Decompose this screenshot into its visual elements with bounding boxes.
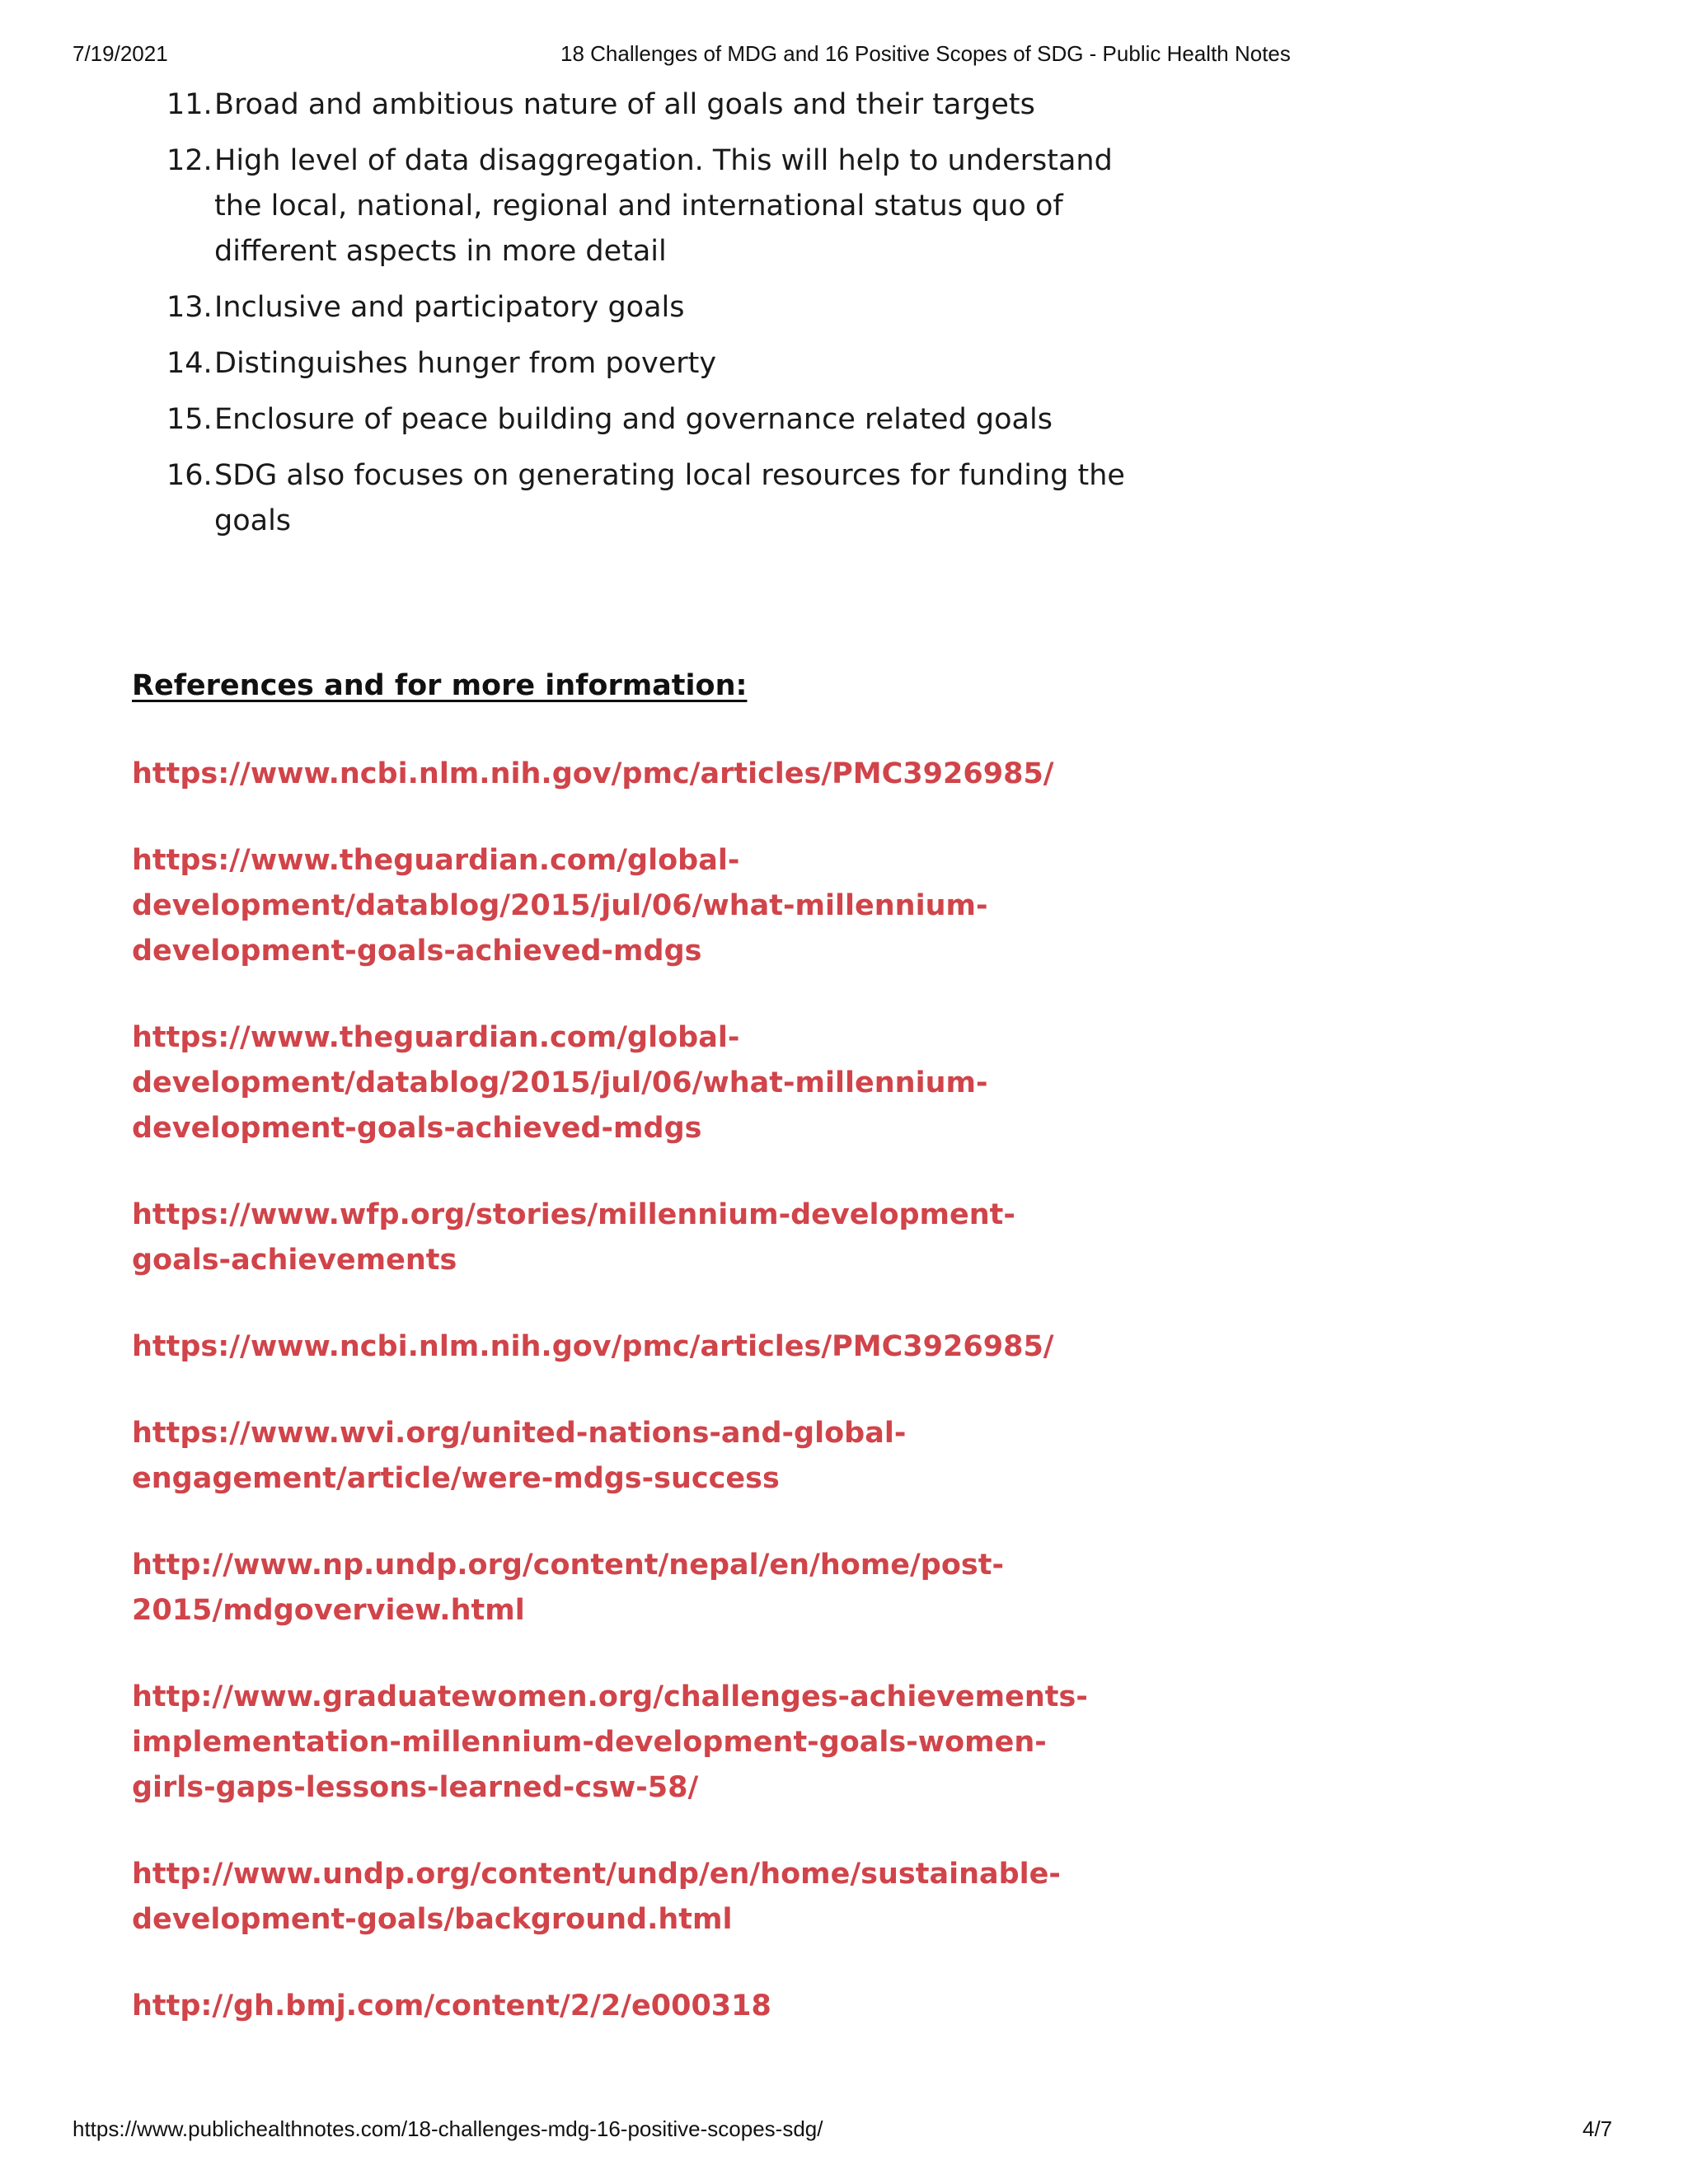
reference-link[interactable]: http://www.graduatewomen.org/challenges-achievements-implementation-millennium-development-goals-women-girls-gaps-lessons-learned-csw-58/ xyxy=(132,1680,1088,1804)
reference-link[interactable]: https://www.wfp.org/stories/millennium-development-goals-achievements xyxy=(132,1198,1015,1277)
references-heading: References and for more information: xyxy=(132,669,748,702)
list-item-number: 13. xyxy=(166,291,213,324)
reference-link[interactable]: https://www.ncbi.nlm.nih.gov/pmc/articles/PMC3926985/ xyxy=(132,757,1054,790)
list-item-text: Inclusive and participatory goals xyxy=(214,291,685,324)
list-item xyxy=(132,285,1129,330)
list-item xyxy=(132,397,1129,443)
reference-link[interactable]: https://www.ncbi.nlm.nih.gov/pmc/articles/PMC3926985/ xyxy=(132,1330,1054,1363)
list-item xyxy=(132,138,1129,274)
list-item-number: 12. xyxy=(166,144,213,177)
reference-link[interactable]: https://www.theguardian.com/global-development/datablog/2015/jul/06/what-millennium-development-goals-achieved-mdgs xyxy=(132,1021,988,1145)
page-url: https://www.publichealthnotes.com/18-challenges-mdg-16-positive-scopes-sdg/ xyxy=(73,2116,823,2141)
reference-link[interactable]: http://www.np.undp.org/content/nepal/en/home/post-2015/mdgoverview.html xyxy=(132,1549,1004,1627)
reference-link[interactable]: https://www.theguardian.com/global-development/datablog/2015/jul/06/what-millennium-development-goals-achieved-mdgs xyxy=(132,844,988,968)
list-item-text: Broad and ambitious nature of all goals and their targets xyxy=(214,88,1035,121)
sdg-scopes-list xyxy=(132,82,1125,544)
list-item-number: 11. xyxy=(166,88,213,121)
list-item-text: High level of data disaggregation. This will help to understand the local, national, regional and international status quo of different aspects in more detail xyxy=(214,144,1113,268)
list-item-text: Distinguishes hunger from poverty xyxy=(214,347,717,380)
print-header xyxy=(0,41,1688,71)
list-item xyxy=(132,82,1129,128)
article-content xyxy=(132,82,1125,2022)
reference-link[interactable]: http://gh.bmj.com/content/2/2/e000318 xyxy=(132,1990,771,2022)
reference-link[interactable]: https://www.wvi.org/united-nations-and-global-engagement/article/were-mdgs-success xyxy=(132,1417,907,1495)
list-item-text: SDG also focuses on generating local resources for funding the goals xyxy=(214,459,1125,537)
list-item xyxy=(132,453,1129,544)
print-page-title: 18 Challenges of MDG and 16 Positive Scopes of SDG - Public Health Notes xyxy=(560,41,1291,66)
print-date: 7/19/2021 xyxy=(73,41,168,66)
list-item-number: 16. xyxy=(166,459,213,492)
list-item-text: Enclosure of peace building and governance related goals xyxy=(214,403,1053,436)
reference-link[interactable]: http://www.undp.org/content/undp/en/home/sustainable-development-goals/background.html xyxy=(132,1858,1061,1936)
list-item xyxy=(132,341,1129,387)
list-item-number: 14. xyxy=(166,347,213,380)
list-item-number: 15. xyxy=(166,403,213,436)
references-list xyxy=(132,752,1096,2070)
page-number: 4/7 xyxy=(1582,2116,1613,2141)
